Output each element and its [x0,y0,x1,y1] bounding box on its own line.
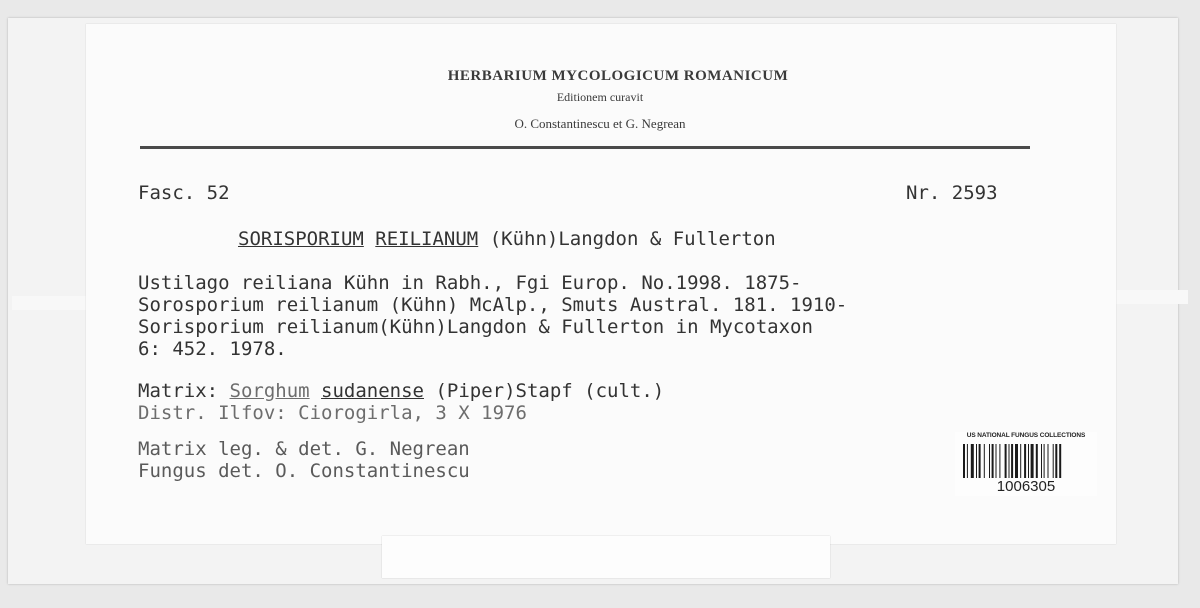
matrix-collector-line: Matrix leg. & det. G. Negrean [138,438,470,460]
collectors-block [138,438,470,482]
taxon-authority: (Kühn)Langdon & Fullerton [489,228,776,250]
taxon-name [238,228,776,250]
barcode-number: 1006305 [996,478,1056,495]
synonym-line: Sorisporium reilianum(Kühn)Langdon & Fullerton in Mycotaxon [138,316,813,338]
locality-line: Distr. Ilfov: Ciorogirla, 3 X 1976 [138,402,527,424]
synonym-line: 6: 452. 1978. [138,338,287,360]
synonym-line: Ustilago reiliana Kühn in Rabh., Fgi Europ. No.1998. 1875- [138,272,802,294]
series-subtitle: Editionem curavit [556,90,644,104]
host-authority: (Piper)Stapf (cult.) [424,380,665,402]
barcode-icon [963,444,1089,478]
matrix-prefix: Matrix: [138,380,230,402]
fungus-determiner-line: Fungus det. O. Constantinescu [138,460,470,482]
taxon-genus: SORISPORIUM [238,228,364,250]
barcode-label [955,432,1097,496]
paper-tab [12,296,92,310]
fascicle-number: Fasc. 52 [138,182,230,204]
synonymy-block [138,272,847,360]
series-authors: O. Constantinescu et G. Negrean [514,116,686,131]
host-species: sudanense [321,380,424,402]
header-divider [140,146,1030,149]
specimen-number: Nr. 2593 [906,182,998,204]
synonym-line: Sorosporium reilianum (Kühn) McAlp., Smuts Austral. 181. 1910- [138,294,848,316]
paper-tab [1108,290,1188,304]
matrix-block [138,380,664,424]
barcode-header: US NATIONAL FUNGUS COLLECTIONS [966,432,1086,439]
matrix-line [138,380,664,402]
paper-strip [382,536,830,578]
series-title: HERBARIUM MYCOLOGICUM ROMANICUM [447,68,789,84]
taxon-species: REILIANUM [375,228,479,250]
host-genus: Sorghum [229,380,310,402]
